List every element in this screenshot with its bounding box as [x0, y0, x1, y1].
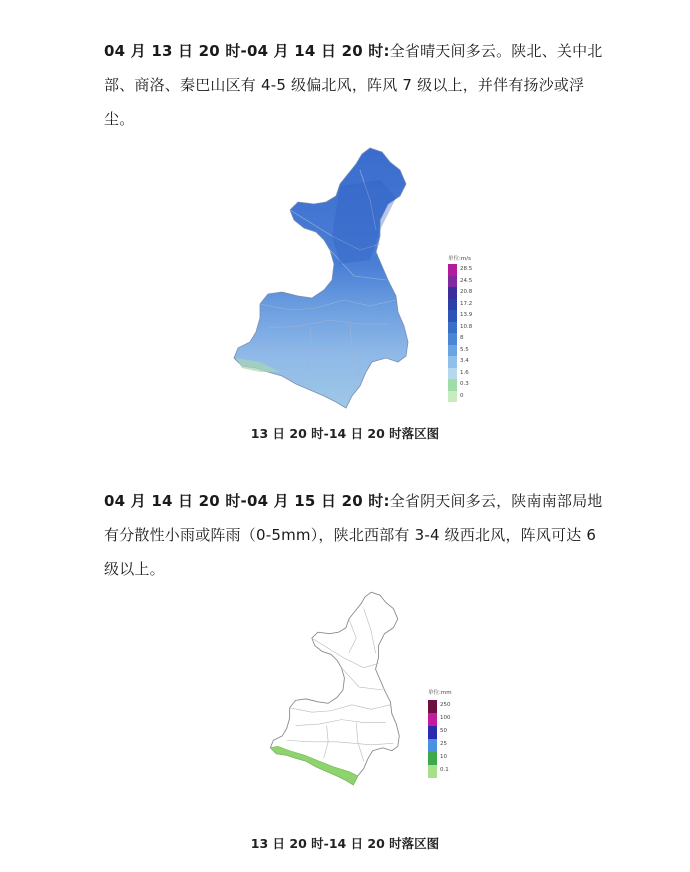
wind-legend	[448, 254, 478, 404]
rain-legend-label: 100	[440, 715, 451, 721]
rain-legend-swatch	[428, 726, 437, 739]
rain-legend-swatch	[428, 739, 437, 752]
rain-legend-unit: 单位:mm	[428, 690, 452, 696]
wind-legend-label: 13.9	[460, 312, 473, 318]
wind-legend-swatch	[448, 276, 457, 288]
wind-legend-label: 5.5	[460, 346, 469, 353]
wind-legend-swatch	[448, 322, 457, 334]
forecast-paragraph-2	[104, 484, 604, 586]
rain-legend-swatch	[428, 700, 437, 713]
wind-legend-swatch	[448, 310, 457, 322]
wind-legend-label: 3.4	[460, 358, 469, 364]
wind-legend-label: 8	[460, 335, 464, 341]
forecast-period-2: 04 月 14 日 20 时-04 月 15 日 20 时:	[104, 492, 390, 510]
wind-legend-swatch	[448, 333, 457, 345]
wind-legend-swatch	[448, 391, 457, 403]
wind-legend-swatch	[448, 356, 457, 368]
wind-legend-unit: 单位:m/s	[448, 256, 471, 262]
wind-legend-label: 17.2	[460, 300, 473, 307]
wind-legend-swatch	[448, 264, 457, 276]
wind-legend-swatch	[448, 345, 457, 357]
rain-legend-label: 0.1	[440, 767, 449, 773]
rain-legend	[428, 688, 458, 778]
wind-legend-label: 10.8	[460, 323, 473, 330]
wind-legend-label: 28.5	[460, 266, 473, 272]
wind-legend-label: 24.5	[460, 277, 473, 284]
forecast-text-1: 全省晴天间多云。陕北、关中北部、商洛、秦巴山区有 4-5 级偏北风，阵风 7 级以上，并伴有扬沙或浮尘。	[104, 42, 603, 128]
rain-legend-label: 250	[440, 702, 451, 708]
forecast-paragraph-1	[104, 34, 604, 136]
rain-legend-label: 10	[440, 754, 447, 760]
wind-legend-label: 1.6	[460, 369, 469, 376]
wind-legend-label: 0	[460, 392, 464, 399]
rain-legend-swatch	[428, 765, 437, 778]
rain-legend-swatch	[428, 713, 437, 726]
wind-legend-swatch	[448, 368, 457, 380]
map-caption-2: 13 日 20 时-14 日 20 时落区图	[250, 836, 440, 851]
wind-legend-label: 20.8	[460, 289, 473, 295]
rain-legend-label: 50	[440, 728, 447, 734]
wind-legend-swatch	[448, 299, 457, 311]
forecast-text-2: 全省阴天间多云，陕南南部局地有分散性小雨或阵雨（0-5mm），陕北西部有 3-4 级西北风，阵风可达 6 级以上。	[104, 492, 603, 578]
wind-legend-label: 0.3	[460, 381, 469, 387]
rain-legend-label: 25	[440, 741, 447, 747]
rain-legend-swatch	[428, 752, 437, 765]
forecast-period-1: 04 月 13 日 20 时-04 月 14 日 20 时:	[104, 42, 390, 60]
map-caption-1: 13 日 20 时-14 日 20 时落区图	[250, 426, 440, 441]
wind-legend-swatch	[448, 287, 457, 299]
wind-legend-swatch	[448, 379, 457, 391]
